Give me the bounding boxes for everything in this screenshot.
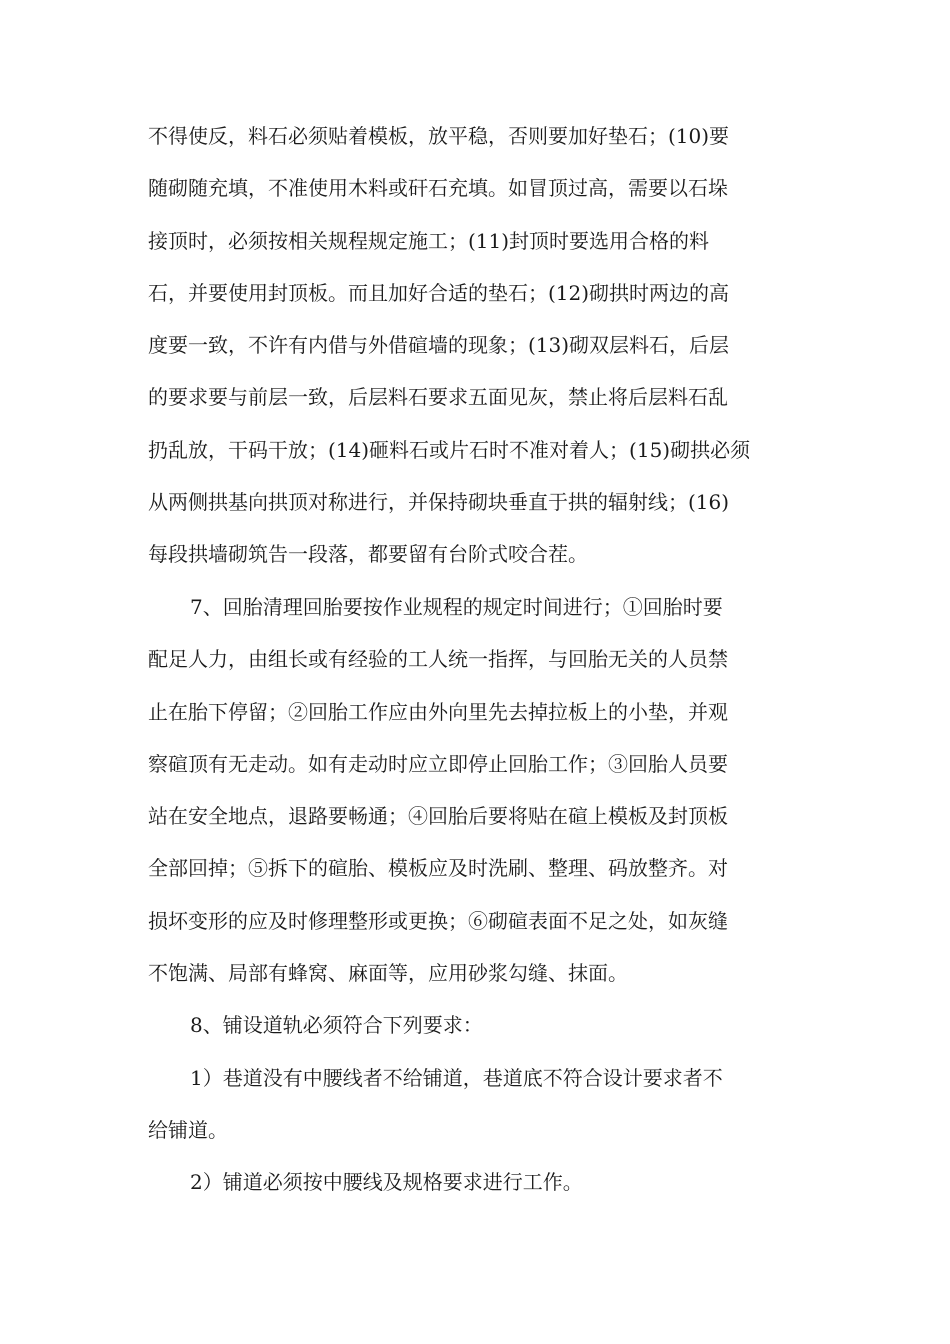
paragraph-8 <box>148 999 808 1051</box>
text-line: 8、铺设道轨必须符合下列要求： <box>190 1013 483 1037</box>
text-line: 接顶时，必须按相关规程规定施工；(11)封顶时要选用合格的料 <box>148 228 710 253</box>
paragraph-continued <box>148 110 808 581</box>
text-line: 的要求要与前层一致，后层料石要求五面见灰，禁止将后层料石乱 <box>148 385 728 410</box>
text-line: 2）铺道必须按中腰线及规格要求进行工作。 <box>190 1170 583 1194</box>
paragraph-7 <box>148 581 808 999</box>
text-line: 全部回掉；⑤拆下的碹胎、模板应及时洗刷、整理、码放整齐。对 <box>148 856 728 881</box>
text-line: 不饱满、局部有蜂窝、麻面等，应用砂浆勾缝、抹面。 <box>148 961 628 986</box>
text-line: 配足人力，由组长或有经验的工人统一指挥，与回胎无关的人员禁 <box>148 647 728 672</box>
text-line: 度要一致，不许有内借与外借碹墙的现象；(13)砌双层料石，后层 <box>148 333 730 358</box>
text-line: 察碹顶有无走动。如有走动时应立即停止回胎工作；③回胎人员要 <box>148 751 728 776</box>
text-line: 1）巷道没有中腰线者不给铺道，巷道底不符合设计要求者不 <box>190 1066 723 1090</box>
text-line: 损坏变形的应及时修理整形或更换；⑥砌碹表面不足之处，如灰缝 <box>148 908 728 933</box>
text-line: 扔乱放，干码干放；(14)砸料石或片石时不准对着人；(15)砌拱必须 <box>148 437 751 462</box>
text-line: 止在胎下停留；②回胎工作应由外向里先去掉拉板上的小垫，并观 <box>148 699 728 724</box>
text-line: 站在安全地点，退路要畅通；④回胎后要将贴在碹上模板及封顶板 <box>148 804 728 829</box>
list-item-2 <box>148 1156 808 1208</box>
text-line: 不得使反，料石必须贴着模板，放平稳，否则要加好垫石；(10)要 <box>148 124 730 148</box>
list-item-1 <box>148 1052 808 1157</box>
text-line: 随砌随充填，不准使用木料或矸石充填。如冒顶过高，需要以石垛 <box>148 176 728 201</box>
text-line: 给铺道。 <box>148 1118 228 1143</box>
text-line: 每段拱墙砌筑告一段落，都要留有台阶式咬合茬。 <box>148 542 588 567</box>
text-line: 从两侧拱基向拱顶对称进行，并保持砌块垂直于拱的辐射线；(16) <box>148 490 730 515</box>
text-line: 7、回胎清理回胎要按作业规程的规定时间进行；①回胎时要 <box>190 595 723 619</box>
text-line: 石，并要使用封顶板。而且加好合适的垫石；(12)砌拱时两边的高 <box>148 280 730 305</box>
